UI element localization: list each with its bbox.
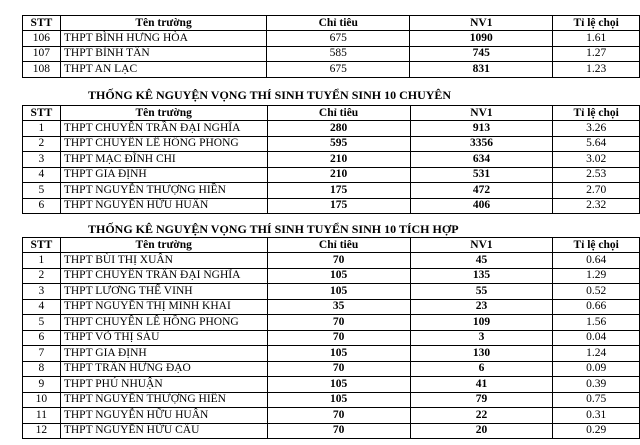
table-row <box>23 392 640 408</box>
table-row <box>23 183 640 199</box>
cell-ratio: 1.24 <box>553 346 640 362</box>
cell-school-name: THPT NGUYỄN HỮU HUÂN <box>60 408 267 424</box>
table-row <box>23 315 640 331</box>
cell-school-name: THPT VÕ THỊ SÁU <box>60 330 267 346</box>
table-row <box>23 377 640 393</box>
table-row <box>23 330 640 346</box>
cell-stt: 3 <box>23 152 61 168</box>
cell-ratio: 5.64 <box>553 136 640 152</box>
cell-nv1: 79 <box>410 392 553 408</box>
cell-school-name: THPT CHUYÊN LÊ HỒNG PHONG <box>60 315 267 331</box>
cell-school-name: THPT NGUYỄN HỮU CẦU <box>60 423 267 439</box>
cell-ratio: 0.66 <box>553 299 640 315</box>
table-header-row <box>23 106 640 121</box>
cell-stt: 5 <box>23 183 61 199</box>
cell-ratio: 2.70 <box>553 183 640 199</box>
cell-ratio: 0.75 <box>553 392 640 408</box>
header-ratio: Tỉ lệ chọi <box>553 16 640 31</box>
cell-school-name: THPT NGUYỄN THƯỢNG HIỀN <box>60 183 267 199</box>
cell-school-name: THPT BÙI THỊ XUÂN <box>60 253 267 269</box>
table-row <box>23 408 640 424</box>
header-nv1: NV1 <box>410 238 553 253</box>
cell-quota: 210 <box>267 152 410 168</box>
cell-nv1: 23 <box>410 299 553 315</box>
cell-stt: 8 <box>23 361 61 377</box>
table-body <box>23 253 640 439</box>
cell-quota: 105 <box>267 392 410 408</box>
cell-nv1: 831 <box>410 62 553 78</box>
table-row <box>23 346 640 362</box>
cell-stt: 107 <box>23 46 61 62</box>
cell-nv1: 109 <box>410 315 553 331</box>
cell-stt: 106 <box>23 31 61 47</box>
cell-nv1: 406 <box>410 198 553 214</box>
cell-quota: 105 <box>267 284 410 300</box>
cell-quota: 210 <box>267 167 410 183</box>
header-name: Tên trường <box>60 106 267 121</box>
cell-school-name: THPT GIA ĐỊNH <box>60 167 267 183</box>
header-nv1: NV1 <box>410 16 553 31</box>
cell-quota: 70 <box>267 423 410 439</box>
cell-nv1: 135 <box>410 268 553 284</box>
header-quota: Chỉ tiêu <box>267 106 410 121</box>
cell-stt: 2 <box>23 136 61 152</box>
cell-quota: 105 <box>267 346 410 362</box>
cell-school-name: THPT AN LẠC <box>60 62 266 78</box>
cell-ratio: 1.27 <box>553 46 640 62</box>
cell-quota: 175 <box>267 183 410 199</box>
table-row <box>23 62 640 78</box>
cell-stt: 4 <box>23 167 61 183</box>
cell-quota: 675 <box>267 62 410 78</box>
cell-nv1: 6 <box>410 361 553 377</box>
cell-ratio: 0.64 <box>553 253 640 269</box>
cell-nv1: 45 <box>410 253 553 269</box>
table-row <box>23 268 640 284</box>
cell-quota: 595 <box>267 136 410 152</box>
table-row <box>23 198 640 214</box>
cell-nv1: 634 <box>410 152 553 168</box>
cell-nv1: 22 <box>410 408 553 424</box>
section-title-integrated: THỐNG KÊ NGUYỆN VỌNG THÍ SINH TUYỂN SINH 10 TÍCH HỢP <box>88 222 459 236</box>
cell-school-name: THPT CHUYÊN TRẦN ĐẠI NGHĨA <box>60 268 267 284</box>
cell-ratio: 0.04 <box>553 330 640 346</box>
cell-nv1: 3 <box>410 330 553 346</box>
table-row <box>23 152 640 168</box>
cell-stt: 1 <box>23 121 61 137</box>
cell-stt: 10 <box>23 392 61 408</box>
cell-quota: 280 <box>267 121 410 137</box>
cell-quota: 70 <box>267 253 410 269</box>
table-row <box>23 121 640 137</box>
header-nv1: NV1 <box>410 106 553 121</box>
cell-nv1: 20 <box>410 423 553 439</box>
table-body <box>23 31 640 78</box>
cell-stt: 12 <box>23 423 61 439</box>
cell-quota: 70 <box>267 330 410 346</box>
header-stt: STT <box>23 238 61 253</box>
header-name: Tên trường <box>60 16 266 31</box>
table-row <box>23 423 640 439</box>
cell-school-name: THPT PHÚ NHUẬN <box>60 377 267 393</box>
cell-nv1: 745 <box>410 46 553 62</box>
cell-nv1: 1090 <box>410 31 553 47</box>
cell-ratio: 0.52 <box>553 284 640 300</box>
table-row <box>23 136 640 152</box>
cell-stt: 108 <box>23 62 61 78</box>
cell-quota: 175 <box>267 198 410 214</box>
header-stt: STT <box>23 106 61 121</box>
cell-school-name: THPT BÌNH HƯNG HÒA <box>60 31 266 47</box>
cell-school-name: THPT NGUYỄN HỮU HUÂN <box>60 198 267 214</box>
cell-ratio: 3.02 <box>553 152 640 168</box>
table-row <box>23 361 640 377</box>
table-row <box>23 284 640 300</box>
cell-school-name: THPT CHUYÊN TRẦN ĐẠI NGHĨA <box>60 121 267 137</box>
table-row <box>23 299 640 315</box>
table-specialized-admissions <box>22 105 640 214</box>
cell-ratio: 1.29 <box>553 268 640 284</box>
cell-nv1: 55 <box>410 284 553 300</box>
cell-nv1: 472 <box>410 183 553 199</box>
cell-stt: 3 <box>23 284 61 300</box>
cell-nv1: 913 <box>410 121 553 137</box>
cell-nv1: 130 <box>410 346 553 362</box>
table-body <box>23 121 640 214</box>
cell-ratio: 1.61 <box>553 31 640 47</box>
cell-quota: 675 <box>267 31 410 47</box>
cell-quota: 105 <box>267 377 410 393</box>
cell-school-name: THPT LƯƠNG THẾ VINH <box>60 284 267 300</box>
table-row <box>23 167 640 183</box>
cell-school-name: THPT NGUYỄN THƯỢNG HIỀN <box>60 392 267 408</box>
cell-quota: 70 <box>267 408 410 424</box>
table-row <box>23 46 640 62</box>
header-ratio: Tỉ lệ chọi <box>553 106 640 121</box>
cell-ratio: 0.09 <box>553 361 640 377</box>
cell-nv1: 3356 <box>410 136 553 152</box>
cell-stt: 6 <box>23 330 61 346</box>
cell-ratio: 3.26 <box>553 121 640 137</box>
cell-school-name: THPT GIA ĐỊNH <box>60 346 267 362</box>
cell-quota: 70 <box>267 315 410 331</box>
cell-stt: 9 <box>23 377 61 393</box>
table-row <box>23 253 640 269</box>
table-general-admissions <box>22 15 640 78</box>
header-quota: Chỉ tiêu <box>267 238 410 253</box>
cell-nv1: 531 <box>410 167 553 183</box>
cell-school-name: THPT NGUYỄN THỊ MINH KHAI <box>60 299 267 315</box>
header-ratio: Tỉ lệ chọi <box>553 238 640 253</box>
header-quota: Chỉ tiêu <box>267 16 410 31</box>
cell-stt: 2 <box>23 268 61 284</box>
cell-quota: 35 <box>267 299 410 315</box>
cell-ratio: 2.53 <box>553 167 640 183</box>
cell-nv1: 41 <box>410 377 553 393</box>
cell-school-name: THPT TRẦN HƯNG ĐẠO <box>60 361 267 377</box>
section-title-specialized: THỐNG KÊ NGUYỆN VỌNG THÍ SINH TUYỂN SINH 10 CHUYÊN <box>88 88 452 102</box>
cell-stt: 6 <box>23 198 61 214</box>
cell-ratio: 0.31 <box>553 408 640 424</box>
table-row <box>23 31 640 47</box>
cell-quota: 70 <box>267 361 410 377</box>
table-header-row <box>23 16 640 31</box>
table-header-row <box>23 238 640 253</box>
cell-stt: 7 <box>23 346 61 362</box>
table-integrated-admissions <box>22 237 640 439</box>
cell-school-name: THPT MẠC ĐĨNH CHI <box>60 152 267 168</box>
cell-ratio: 0.39 <box>553 377 640 393</box>
cell-stt: 4 <box>23 299 61 315</box>
cell-stt: 5 <box>23 315 61 331</box>
header-stt: STT <box>23 16 61 31</box>
cell-stt: 11 <box>23 408 61 424</box>
cell-ratio: 1.23 <box>553 62 640 78</box>
header-name: Tên trường <box>60 238 267 253</box>
cell-quota: 105 <box>267 268 410 284</box>
cell-ratio: 2.32 <box>553 198 640 214</box>
cell-ratio: 0.29 <box>553 423 640 439</box>
cell-school-name: THPT BÌNH TÂN <box>60 46 266 62</box>
cell-quota: 585 <box>267 46 410 62</box>
cell-school-name: THPT CHUYÊN LÊ HỒNG PHONG <box>60 136 267 152</box>
cell-ratio: 1.56 <box>553 315 640 331</box>
cell-stt: 1 <box>23 253 61 269</box>
